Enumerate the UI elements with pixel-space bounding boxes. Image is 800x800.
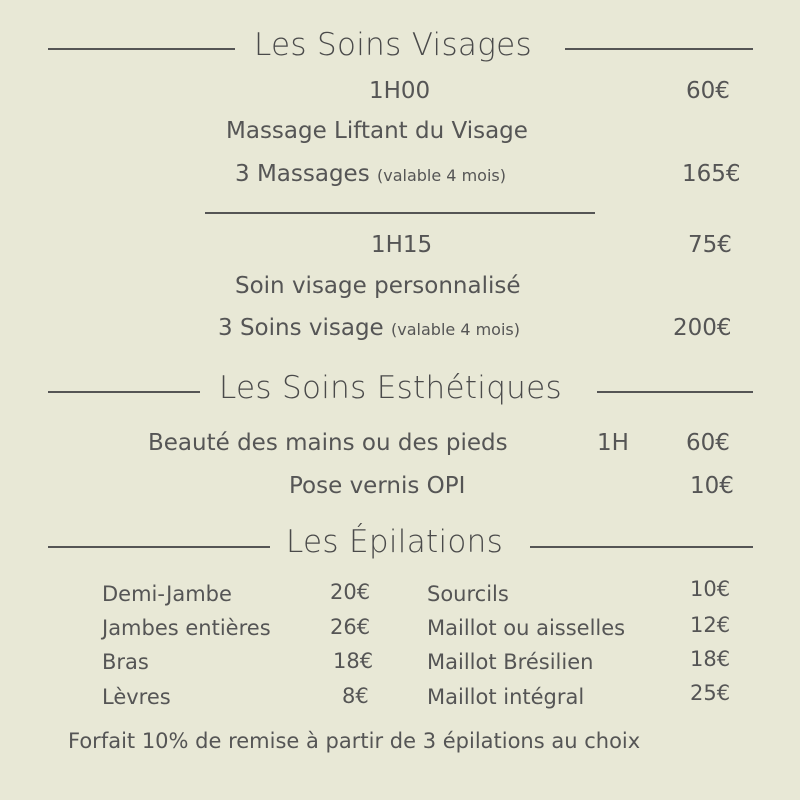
epilation-name: Bras bbox=[102, 650, 149, 674]
esthetique-item-name: Beauté des mains ou des pieds bbox=[148, 430, 508, 456]
epilation-price: 25€ bbox=[690, 681, 731, 705]
epilations-title-rule-right bbox=[530, 546, 753, 548]
epilation-price: 18€ bbox=[333, 649, 374, 673]
visage-title-rule-right bbox=[565, 48, 753, 50]
epilation-name: Maillot ou aisselles bbox=[427, 616, 626, 640]
visage-divider bbox=[205, 212, 595, 214]
esthetique-section-title: Les Soins Esthétiques bbox=[219, 370, 562, 406]
visage-item2-package-note: (valable 4 mois) bbox=[391, 320, 520, 339]
epilation-price: 26€ bbox=[330, 615, 371, 639]
visage-item1-price: 60€ bbox=[686, 78, 730, 104]
visage-title-rule-left bbox=[48, 48, 235, 50]
visage-item1-package bbox=[235, 161, 506, 187]
epilation-price: 12€ bbox=[690, 613, 731, 637]
epilation-name: Sourcils bbox=[427, 582, 509, 606]
visage-item2-price: 75€ bbox=[688, 232, 732, 258]
esthetique-item-name: Pose vernis OPI bbox=[289, 473, 466, 499]
epilation-name: Jambes entières bbox=[102, 616, 271, 640]
epilations-section-title: Les Épilations bbox=[286, 524, 504, 560]
visage-item2-name: Soin visage personnalisé bbox=[235, 273, 521, 299]
epilation-price: 18€ bbox=[690, 647, 731, 671]
epilations-title-rule-left bbox=[48, 546, 270, 548]
epilation-price: 8€ bbox=[342, 684, 369, 708]
visage-section-title: Les Soins Visages bbox=[254, 27, 532, 63]
visage-item2-package bbox=[218, 315, 520, 341]
visage-item2-package-label: 3 Soins visage bbox=[218, 315, 384, 341]
visage-item2-package-price: 200€ bbox=[673, 315, 732, 341]
visage-item1-package-label: 3 Massages bbox=[235, 161, 370, 187]
epilation-price: 20€ bbox=[330, 580, 371, 604]
visage-item1-package-price: 165€ bbox=[682, 161, 741, 187]
visage-item2-duration: 1H15 bbox=[371, 232, 433, 258]
epilation-name: Maillot intégral bbox=[427, 685, 585, 709]
visage-item1-package-note: (valable 4 mois) bbox=[377, 166, 506, 185]
esthetique-item-duration: 1H bbox=[597, 430, 629, 456]
esthetique-title-rule-right bbox=[597, 391, 753, 393]
esthetique-item-price: 60€ bbox=[686, 430, 730, 456]
epilation-name: Demi-Jambe bbox=[102, 582, 232, 606]
esthetique-title-rule-left bbox=[48, 391, 200, 393]
visage-item1-duration: 1H00 bbox=[369, 78, 431, 104]
epilations-footer-note: Forfait 10% de remise à partir de 3 épilations au choix bbox=[68, 729, 641, 753]
epilation-name: Maillot Brésilien bbox=[427, 650, 594, 674]
epilation-price: 10€ bbox=[690, 577, 731, 601]
epilation-name: Lèvres bbox=[102, 685, 171, 709]
visage-item1-name: Massage Liftant du Visage bbox=[226, 118, 528, 144]
esthetique-item-price: 10€ bbox=[690, 473, 734, 499]
